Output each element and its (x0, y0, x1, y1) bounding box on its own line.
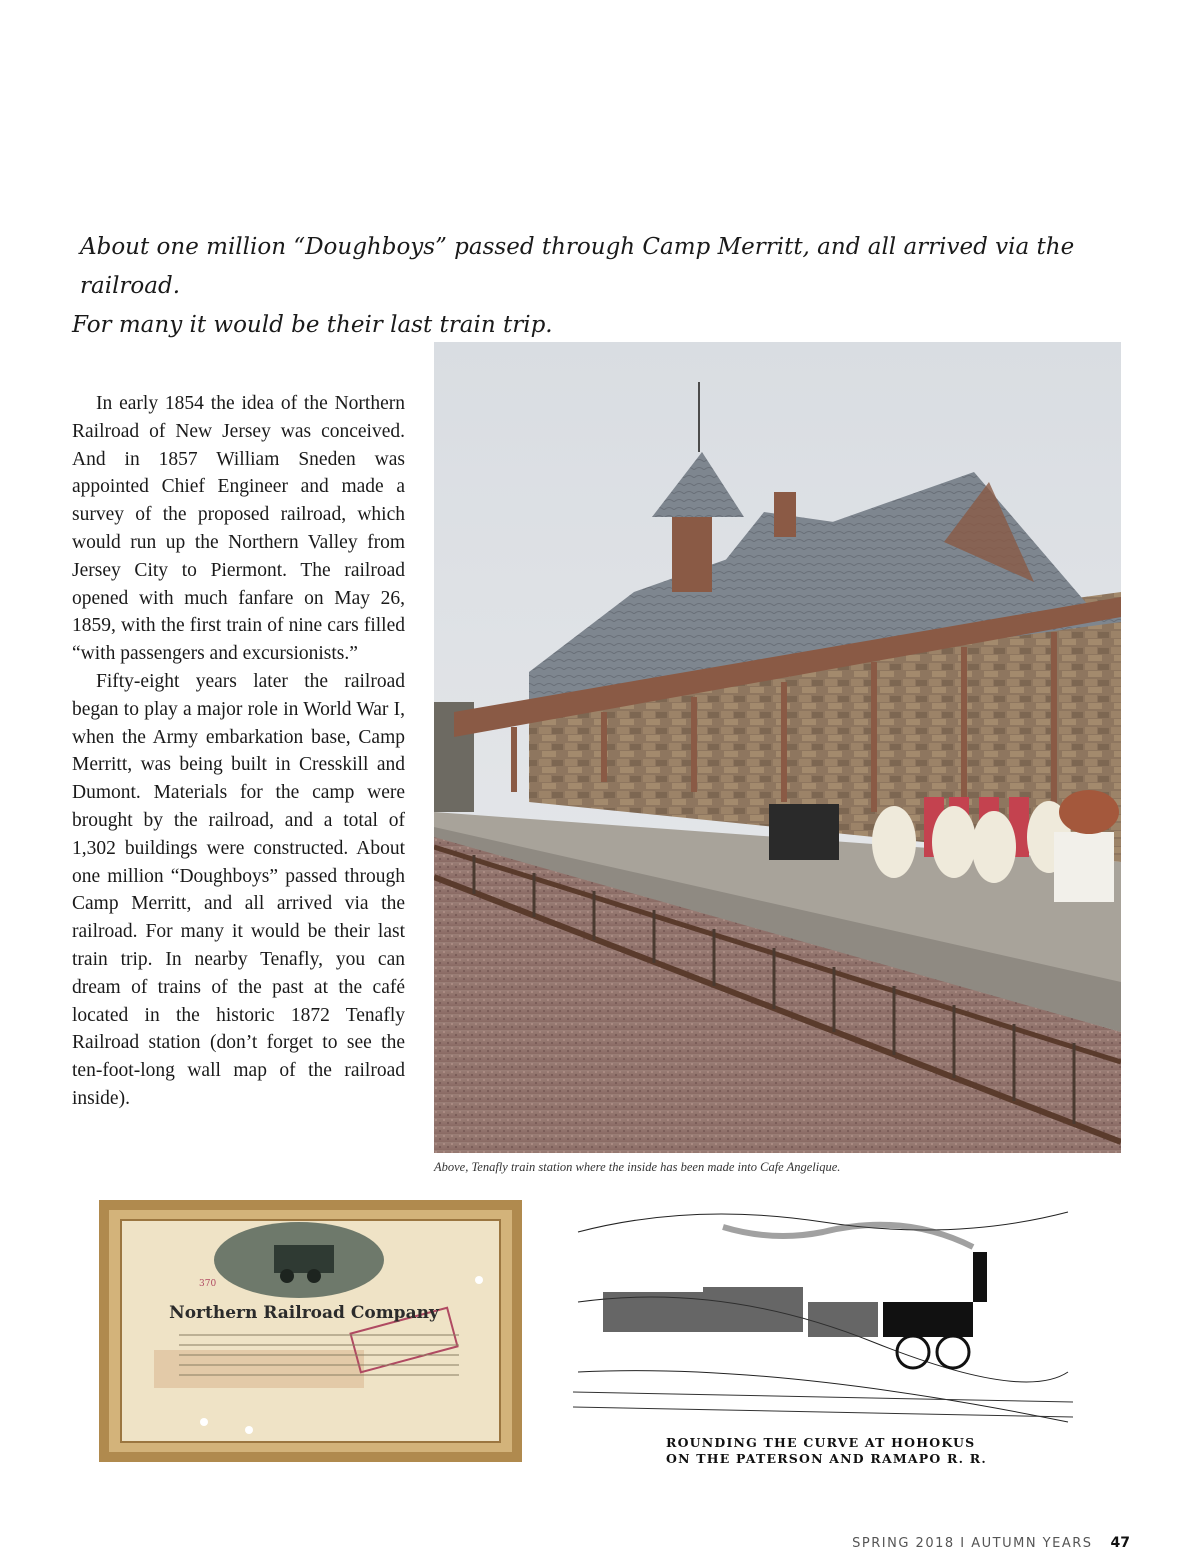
engraving-caption-line-1: ROUNDING THE CURVE AT HOHOKUS (666, 1435, 976, 1450)
article-paragraph-2: Fifty-eight years later the railroad began to play a major role in World War I, when the Army embarkation base, Camp Merritt, was being built in Cresskill and Dumont. Materials for the camp were brought by the railroad, and a total of 1,302 buildings were constructed. About one million “Doughboys” passed through Camp Merritt, and all arrived via the railroad. For many it would be their last train trip. In nearby Tenafly, you can dream of trains of the past at the café located in the historic 1872 Tenafly Railroad station (don’t forget to see the ten-foot-long wall map of the railroad inside). (72, 670, 405, 1109)
stock-certificate-image (99, 1200, 522, 1462)
certificate-title: Northern Railroad Company (169, 1303, 439, 1323)
footer-issue: SPRING 2018 I AUTUMN YEARS (852, 1536, 1093, 1551)
pull-quote-line-1: About one million “Doughboys” passed through Camp Merritt, and all arrived via the railroad. (80, 234, 1075, 299)
article-body (72, 390, 405, 1113)
engraving-caption-line-2: ON THE PATERSON AND RAMAPO R. R. (666, 1451, 987, 1466)
article-paragraph-1: In early 1854 the idea of the Northern Railroad of New Jersey was conceived. And in 1857 William Sneden was appointed Chief Engineer and made a survey of the proposed railroad, which would run up the Northern Valley from Jersey City to Piermont. The railroad opened with much fanfare on May 26, 1859, with the first train of nine cars filled “with passengers and excursionists.” (72, 393, 405, 665)
pull-quote (72, 228, 1132, 345)
page-footer (800, 1535, 1130, 1551)
engraving-caption (666, 1435, 996, 1467)
train-engraving-image (573, 1192, 1073, 1428)
station-photo-caption: Above, Tenafly train station where the inside has been made into Cafe Angelique. (434, 1160, 841, 1174)
tenafly-station-photo (434, 342, 1121, 1153)
pull-quote-line-2: For many it would be their last train trip. (72, 312, 553, 338)
page-number: 47 (1110, 1535, 1130, 1551)
certificate-number: 370 (199, 1279, 217, 1289)
